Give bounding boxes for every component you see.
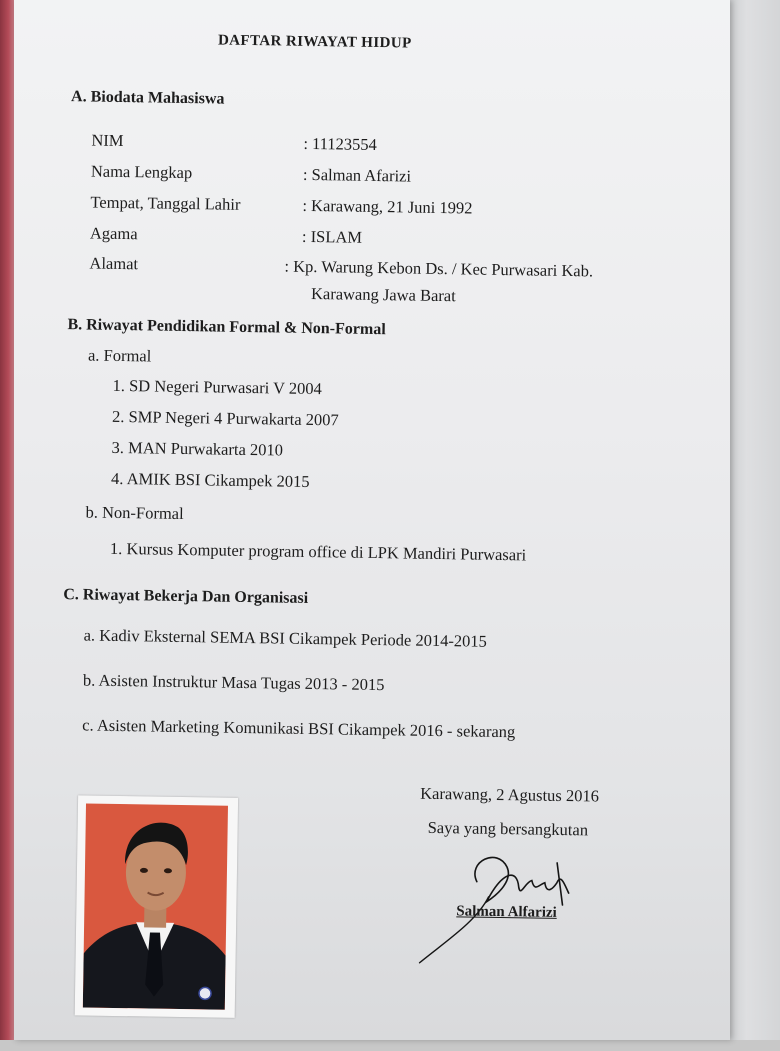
formal-item: 1. SD Negeri Purwasari V 2004 xyxy=(112,375,323,399)
work-item: b. Asisten Instruktur Masa Tugas 2013 - 2015 xyxy=(82,670,385,695)
value-agama: : ISLAM xyxy=(301,226,363,247)
value-nim: : 11123554 xyxy=(303,133,378,154)
place-date: Karawang, 2 Agustus 2016 xyxy=(420,783,600,806)
formal-item: 2. SMP Negeri 4 Purwakarta 2007 xyxy=(111,406,339,430)
closing-statement: Saya yang bersangkutan xyxy=(427,817,589,840)
section-c-heading: C. Riwayat Bekerja Dan Organisasi xyxy=(63,586,309,607)
passport-photo xyxy=(75,795,238,1017)
photo-background xyxy=(83,804,228,1010)
formal-item: 3. MAN Purwakarta 2010 xyxy=(111,437,284,460)
section-b-heading: B. Riwayat Pendidikan Formal & Non-Formal xyxy=(67,316,386,339)
work-item: a. Kadiv Eksternal SEMA BSI Cikampek Periode 2014-2015 xyxy=(83,625,488,651)
label-nim: NIM xyxy=(91,130,124,151)
label-agama: Agama xyxy=(89,223,138,244)
value-alamat: : Kp. Warung Kebon Ds. / Kec Purwasari Kab. xyxy=(284,256,594,281)
nonformal-item: 1. Kursus Komputer program office di LPK Mandiri Purwasari xyxy=(109,538,527,565)
section-a-heading: A. Biodata Mahasiswa xyxy=(70,88,225,108)
nonformal-label: b. Non-Formal xyxy=(85,502,184,523)
label-alamat: Alamat xyxy=(89,253,139,274)
value-ttl: : Karawang, 21 Juni 1992 xyxy=(302,195,473,218)
value-nama: : Salman Afarizi xyxy=(302,164,412,186)
label-nama: Nama Lengkap xyxy=(90,161,193,183)
work-item: c. Asisten Marketing Komunikasi BSI Cikampek 2016 - sekarang xyxy=(82,715,516,742)
formal-label: a. Formal xyxy=(87,345,152,366)
label-ttl: Tempat, Tanggal Lahir xyxy=(90,192,241,214)
value-alamat-line2: Karawang Jawa Barat xyxy=(310,283,456,306)
document-title: DAFTAR RIWAYAT HIDUP xyxy=(217,32,412,52)
person-portrait xyxy=(83,804,228,1010)
signer-name: Salman Alfarizi xyxy=(456,903,557,921)
formal-item: 4. AMIK BSI Cikampek 2015 xyxy=(110,468,310,491)
